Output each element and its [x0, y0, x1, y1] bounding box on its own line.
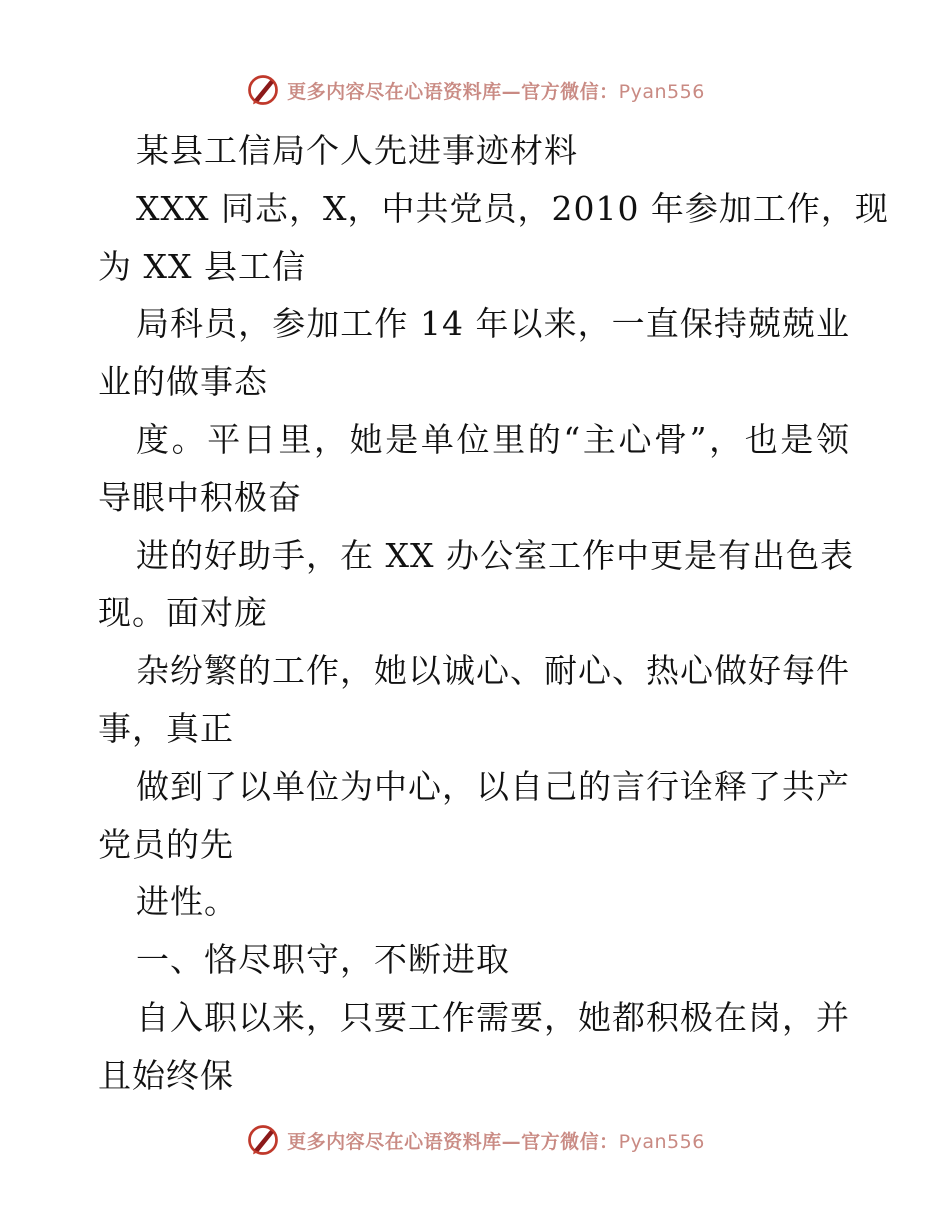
text-line: 局科员，参加工作 14 年以来，一直保持兢兢业 — [136, 304, 850, 344]
text-line: 做到了以单位为中心，以自己的言行诠释了共产 — [136, 766, 850, 806]
pen-logo-icon — [245, 72, 281, 108]
text-line: 业的做事态 — [98, 362, 268, 402]
text-line: XXX 同志，X，中共党员，2010 年参加工作，现 — [136, 188, 889, 228]
text-line: 度。平日里，她是单位里的“主心骨”，也是领 — [136, 419, 850, 459]
text-line: 且始终保 — [98, 1055, 234, 1095]
section-heading: 一、恪尽职守，不断进取 — [136, 940, 510, 980]
text-line: 进性。 — [136, 882, 238, 922]
footer-watermark — [0, 1118, 950, 1162]
text-line: 为 XX 县工信 — [98, 246, 306, 286]
pen-logo-icon — [245, 1122, 281, 1158]
text-line: 导眼中积极奋 — [98, 477, 302, 517]
text-line: 自入职以来，只要工作需要，她都积极在岗，并 — [136, 997, 850, 1037]
header-watermark — [0, 68, 950, 112]
watermark-handle: Pyan556 — [618, 1130, 705, 1153]
text-line: 事，真正 — [98, 708, 234, 748]
document-title: 某县工信局个人先进事迹材料 — [136, 131, 578, 170]
watermark-text: 更多内容尽在心语资料库—官方微信：Pyan556 — [287, 80, 705, 103]
watermark-text: 更多内容尽在心语资料库—官方微信：Pyan556 — [287, 1130, 705, 1153]
text-line: 杂纷繁的工作，她以诚心、耐心、热心做好每件 — [136, 651, 850, 691]
watermark-handle: Pyan556 — [618, 80, 705, 103]
document-body — [98, 122, 889, 1105]
text-line: 现。面对庞 — [98, 593, 268, 633]
text-line: 党员的先 — [98, 824, 234, 864]
text-line: 进的好助手，在 XX 办公室工作中更是有出色表 — [136, 535, 854, 575]
